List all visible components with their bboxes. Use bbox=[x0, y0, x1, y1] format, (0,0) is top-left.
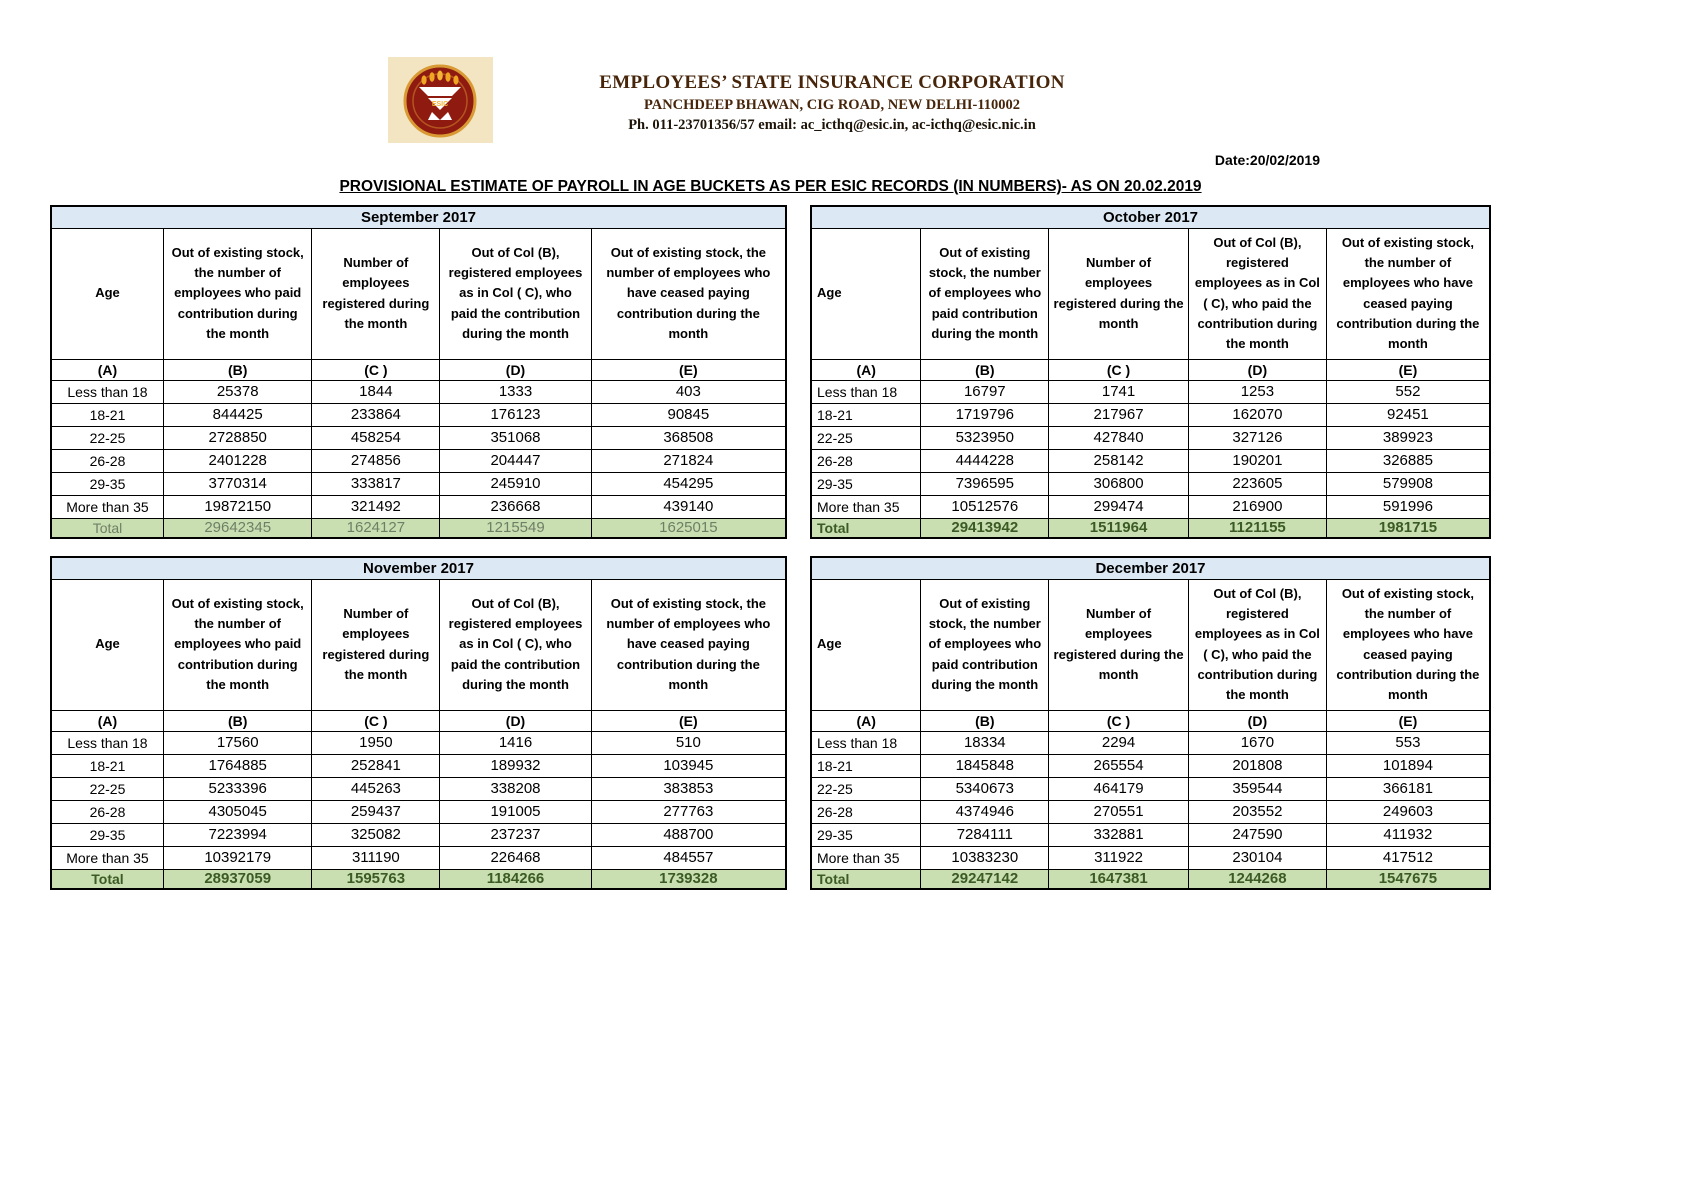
row-label: More than 35 bbox=[51, 846, 163, 869]
table-cell: 439140 bbox=[591, 495, 786, 518]
table-row bbox=[811, 731, 1490, 754]
table-row bbox=[51, 403, 786, 426]
table-cell: 271824 bbox=[591, 449, 786, 472]
table-cell: 411932 bbox=[1326, 823, 1490, 846]
table-cell: 5323950 bbox=[921, 426, 1049, 449]
table-november-2017 bbox=[50, 556, 787, 890]
column-letter-e: (E) bbox=[591, 710, 786, 731]
table-cell: 189932 bbox=[440, 754, 591, 777]
column-header-e: Out of existing stock, the number of employees who have ceased paying contribution during the month bbox=[1326, 228, 1490, 359]
table-cell: 5233396 bbox=[163, 777, 311, 800]
table-row bbox=[51, 731, 786, 754]
table-cell: 326885 bbox=[1326, 449, 1490, 472]
total-cell: 1624127 bbox=[312, 518, 440, 538]
table-cell: 270551 bbox=[1049, 800, 1189, 823]
table-cell: 321492 bbox=[312, 495, 440, 518]
column-letter-c: (C ) bbox=[312, 359, 440, 380]
table-cell: 311922 bbox=[1049, 846, 1189, 869]
table-cell: 454295 bbox=[591, 472, 786, 495]
table-row bbox=[811, 754, 1490, 777]
row-label: 18-21 bbox=[51, 403, 163, 426]
table-cell: 101894 bbox=[1326, 754, 1490, 777]
total-cell: 1121155 bbox=[1188, 518, 1326, 538]
table-cell: 389923 bbox=[1326, 426, 1490, 449]
column-header-age: Age bbox=[811, 579, 921, 710]
total-cell: 29642345 bbox=[163, 518, 311, 538]
table-cell: 4374946 bbox=[921, 800, 1049, 823]
column-header-e: Out of existing stock, the number of employees who have ceased paying contribution during the month bbox=[591, 579, 786, 710]
table-row bbox=[811, 472, 1490, 495]
column-letter-d: (D) bbox=[440, 359, 591, 380]
column-letter-b: (B) bbox=[163, 359, 311, 380]
table-cell: 203552 bbox=[1188, 800, 1326, 823]
table-cell: 383853 bbox=[591, 777, 786, 800]
table-row bbox=[811, 846, 1490, 869]
total-cell: 28937059 bbox=[163, 869, 311, 889]
table-cell: 3770314 bbox=[163, 472, 311, 495]
table-row bbox=[51, 777, 786, 800]
column-header-d: Out of Col (B), registered employees as in Col ( C), who paid the contribution during the month bbox=[1188, 579, 1326, 710]
table-cell: 16797 bbox=[921, 380, 1049, 403]
row-label: Less than 18 bbox=[51, 380, 163, 403]
table-cell: 553 bbox=[1326, 731, 1490, 754]
column-header-b: Out of existing stock, the number of employees who paid contribution during the month bbox=[921, 579, 1049, 710]
table-cell: 226468 bbox=[440, 846, 591, 869]
row-label: 22-25 bbox=[811, 777, 921, 800]
table-cell: 1333 bbox=[440, 380, 591, 403]
column-letter-b: (B) bbox=[163, 710, 311, 731]
total-cell: 1547675 bbox=[1326, 869, 1490, 889]
table-row bbox=[51, 495, 786, 518]
row-label: 29-35 bbox=[811, 472, 921, 495]
total-row bbox=[51, 518, 786, 538]
table-cell: 458254 bbox=[312, 426, 440, 449]
table-cell: 351068 bbox=[440, 426, 591, 449]
table-cell: 488700 bbox=[591, 823, 786, 846]
row-label: More than 35 bbox=[811, 495, 921, 518]
table-cell: 7396595 bbox=[921, 472, 1049, 495]
column-header-age: Age bbox=[51, 579, 163, 710]
table-row bbox=[51, 380, 786, 403]
table-row bbox=[811, 449, 1490, 472]
total-cell: 1215549 bbox=[440, 518, 591, 538]
table-cell: 366181 bbox=[1326, 777, 1490, 800]
row-label: 18-21 bbox=[51, 754, 163, 777]
table-row bbox=[51, 754, 786, 777]
row-label: Less than 18 bbox=[51, 731, 163, 754]
total-cell: 29247142 bbox=[921, 869, 1049, 889]
table-cell: 10383230 bbox=[921, 846, 1049, 869]
table-cell: 1416 bbox=[440, 731, 591, 754]
table-cell: 217967 bbox=[1049, 403, 1189, 426]
column-letter-e: (E) bbox=[1326, 359, 1490, 380]
table-cell: 844425 bbox=[163, 403, 311, 426]
row-label: 29-35 bbox=[51, 823, 163, 846]
table-row bbox=[51, 800, 786, 823]
column-header-c: Number of employees registered during the month bbox=[1049, 579, 1189, 710]
org-contact: Ph. 011-23701356/57 email: ac_icthq@esic.in, ac-icthq@esic.nic.in bbox=[628, 117, 1036, 133]
table-cell: 274856 bbox=[312, 449, 440, 472]
table-row bbox=[51, 426, 786, 449]
total-label: Total bbox=[51, 518, 163, 538]
table-cell: 427840 bbox=[1049, 426, 1189, 449]
table-row bbox=[811, 495, 1490, 518]
table-cell: 230104 bbox=[1188, 846, 1326, 869]
column-letter-d: (D) bbox=[1188, 710, 1326, 731]
column-header-age: Age bbox=[51, 228, 163, 359]
total-cell: 1625015 bbox=[591, 518, 786, 538]
table-cell: 7284111 bbox=[921, 823, 1049, 846]
month-title: November 2017 bbox=[51, 557, 786, 579]
table-cell: 552 bbox=[1326, 380, 1490, 403]
table-row bbox=[51, 846, 786, 869]
table-cell: 216900 bbox=[1188, 495, 1326, 518]
column-letter-d: (D) bbox=[440, 710, 591, 731]
table-cell: 247590 bbox=[1188, 823, 1326, 846]
row-label: 26-28 bbox=[811, 449, 921, 472]
table-cell: 5340673 bbox=[921, 777, 1049, 800]
table-cell: 258142 bbox=[1049, 449, 1189, 472]
table-cell: 252841 bbox=[312, 754, 440, 777]
table-row bbox=[51, 449, 786, 472]
row-label: 29-35 bbox=[51, 472, 163, 495]
total-cell: 1184266 bbox=[440, 869, 591, 889]
table-cell: 4305045 bbox=[163, 800, 311, 823]
table-cell: 2728850 bbox=[163, 426, 311, 449]
table-cell: 333817 bbox=[312, 472, 440, 495]
table-cell: 19872150 bbox=[163, 495, 311, 518]
table-cell: 403 bbox=[591, 380, 786, 403]
total-cell: 1647381 bbox=[1049, 869, 1189, 889]
month-title: October 2017 bbox=[811, 206, 1490, 228]
table-cell: 236668 bbox=[440, 495, 591, 518]
table-cell: 10392179 bbox=[163, 846, 311, 869]
row-label: 26-28 bbox=[51, 449, 163, 472]
row-label: 18-21 bbox=[811, 403, 921, 426]
column-header-c: Number of employees registered during the month bbox=[312, 579, 440, 710]
table-cell: 464179 bbox=[1049, 777, 1189, 800]
table-row bbox=[811, 426, 1490, 449]
table-cell: 368508 bbox=[591, 426, 786, 449]
org-name: EMPLOYEES’ STATE INSURANCE CORPORATION bbox=[599, 72, 1065, 93]
row-label: 22-25 bbox=[51, 426, 163, 449]
table-row bbox=[811, 823, 1490, 846]
table-september-2017 bbox=[50, 205, 787, 539]
column-letter-a: (A) bbox=[811, 710, 921, 731]
table-cell: 510 bbox=[591, 731, 786, 754]
table-cell: 4444228 bbox=[921, 449, 1049, 472]
total-cell: 1511964 bbox=[1049, 518, 1189, 538]
row-label: Less than 18 bbox=[811, 380, 921, 403]
table-cell: 445263 bbox=[312, 777, 440, 800]
column-letter-b: (B) bbox=[921, 710, 1049, 731]
table-cell: 237237 bbox=[440, 823, 591, 846]
column-letter-e: (E) bbox=[1326, 710, 1490, 731]
table-cell: 190201 bbox=[1188, 449, 1326, 472]
column-header-b: Out of existing stock, the number of employees who paid contribution during the month bbox=[921, 228, 1049, 359]
table-cell: 2401228 bbox=[163, 449, 311, 472]
table-row bbox=[811, 403, 1490, 426]
table-october-2017 bbox=[810, 205, 1491, 539]
month-title: September 2017 bbox=[51, 206, 786, 228]
column-letter-c: (C ) bbox=[312, 710, 440, 731]
table-cell: 103945 bbox=[591, 754, 786, 777]
table-row bbox=[811, 380, 1490, 403]
total-cell: 29413942 bbox=[921, 518, 1049, 538]
table-cell: 332881 bbox=[1049, 823, 1189, 846]
table-cell: 204447 bbox=[440, 449, 591, 472]
column-header-c: Number of employees registered during the month bbox=[312, 228, 440, 359]
table-cell: 162070 bbox=[1188, 403, 1326, 426]
column-header-e: Out of existing stock, the number of employees who have ceased paying contribution during the month bbox=[591, 228, 786, 359]
table-cell: 1764885 bbox=[163, 754, 311, 777]
table-cell: 10512576 bbox=[921, 495, 1049, 518]
table-cell: 25378 bbox=[163, 380, 311, 403]
org-address: PANCHDEEP BHAWAN, CIG ROAD, NEW DELHI-110002 bbox=[643, 97, 1021, 113]
column-header-d: Out of Col (B), registered employees as in Col ( C), who paid the contribution during the month bbox=[440, 579, 591, 710]
document-date: Date:20/02/2019 bbox=[1214, 152, 1320, 168]
table-cell: 1741 bbox=[1049, 380, 1189, 403]
letterhead bbox=[450, 72, 1214, 134]
table-cell: 233864 bbox=[312, 403, 440, 426]
month-title: December 2017 bbox=[811, 557, 1490, 579]
table-cell: 18334 bbox=[921, 731, 1049, 754]
table-cell: 1950 bbox=[312, 731, 440, 754]
column-letter-a: (A) bbox=[811, 359, 921, 380]
column-letter-c: (C ) bbox=[1049, 710, 1189, 731]
column-letter-d: (D) bbox=[1188, 359, 1326, 380]
logo-text: ESIC bbox=[431, 101, 449, 108]
table-cell: 1719796 bbox=[921, 403, 1049, 426]
row-label: More than 35 bbox=[811, 846, 921, 869]
table-row bbox=[51, 472, 786, 495]
column-header-c: Number of employees registered during the month bbox=[1049, 228, 1189, 359]
table-cell: 325082 bbox=[312, 823, 440, 846]
table-cell: 591996 bbox=[1326, 495, 1490, 518]
table-cell: 484557 bbox=[591, 846, 786, 869]
table-cell: 90845 bbox=[591, 403, 786, 426]
table-cell: 299474 bbox=[1049, 495, 1189, 518]
column-header-e: Out of existing stock, the number of employees who have ceased paying contribution during the month bbox=[1326, 579, 1490, 710]
column-letter-a: (A) bbox=[51, 710, 163, 731]
table-cell: 265554 bbox=[1049, 754, 1189, 777]
column-letter-e: (E) bbox=[591, 359, 786, 380]
column-letter-c: (C ) bbox=[1049, 359, 1189, 380]
total-row bbox=[811, 518, 1490, 538]
table-cell: 201808 bbox=[1188, 754, 1326, 777]
table-cell: 2294 bbox=[1049, 731, 1189, 754]
table-cell: 191005 bbox=[440, 800, 591, 823]
row-label: 29-35 bbox=[811, 823, 921, 846]
total-label: Total bbox=[811, 518, 921, 538]
table-cell: 249603 bbox=[1326, 800, 1490, 823]
table-cell: 1670 bbox=[1188, 731, 1326, 754]
row-label: 22-25 bbox=[51, 777, 163, 800]
column-header-d: Out of Col (B), registered employees as in Col ( C), who paid the contribution during the month bbox=[1188, 228, 1326, 359]
row-label: 26-28 bbox=[811, 800, 921, 823]
table-cell: 338208 bbox=[440, 777, 591, 800]
tables-grid bbox=[50, 205, 1491, 890]
table-cell: 1844 bbox=[312, 380, 440, 403]
table-cell: 359544 bbox=[1188, 777, 1326, 800]
document-title: PROVISIONAL ESTIMATE OF PAYROLL IN AGE BUCKETS AS PER ESIC RECORDS (IN NUMBERS)- AS ON 20.02.2019 bbox=[339, 178, 1202, 195]
row-label: More than 35 bbox=[51, 495, 163, 518]
table-cell: 1253 bbox=[1188, 380, 1326, 403]
row-label: 26-28 bbox=[51, 800, 163, 823]
total-cell: 1595763 bbox=[312, 869, 440, 889]
column-header-d: Out of Col (B), registered employees as in Col ( C), who paid the contribution during the month bbox=[440, 228, 591, 359]
row-label: 18-21 bbox=[811, 754, 921, 777]
table-row bbox=[811, 800, 1490, 823]
table-cell: 92451 bbox=[1326, 403, 1490, 426]
table-cell: 327126 bbox=[1188, 426, 1326, 449]
total-label: Total bbox=[811, 869, 921, 889]
table-cell: 259437 bbox=[312, 800, 440, 823]
column-header-b: Out of existing stock, the number of employees who paid contribution during the month bbox=[163, 228, 311, 359]
column-letter-b: (B) bbox=[921, 359, 1049, 380]
total-row bbox=[51, 869, 786, 889]
column-letter-a: (A) bbox=[51, 359, 163, 380]
total-row bbox=[811, 869, 1490, 889]
table-cell: 223605 bbox=[1188, 472, 1326, 495]
table-row bbox=[811, 777, 1490, 800]
table-cell: 245910 bbox=[440, 472, 591, 495]
table-december-2017 bbox=[810, 556, 1491, 890]
row-label: 22-25 bbox=[811, 426, 921, 449]
total-label: Total bbox=[51, 869, 163, 889]
table-cell: 7223994 bbox=[163, 823, 311, 846]
column-header-b: Out of existing stock, the number of employees who paid contribution during the month bbox=[163, 579, 311, 710]
table-cell: 417512 bbox=[1326, 846, 1490, 869]
total-cell: 1981715 bbox=[1326, 518, 1490, 538]
table-cell: 277763 bbox=[591, 800, 786, 823]
table-cell: 17560 bbox=[163, 731, 311, 754]
table-cell: 176123 bbox=[440, 403, 591, 426]
table-cell: 579908 bbox=[1326, 472, 1490, 495]
total-cell: 1739328 bbox=[591, 869, 786, 889]
table-row bbox=[51, 823, 786, 846]
row-label: Less than 18 bbox=[811, 731, 921, 754]
column-header-age: Age bbox=[811, 228, 921, 359]
table-cell: 306800 bbox=[1049, 472, 1189, 495]
table-cell: 1845848 bbox=[921, 754, 1049, 777]
table-cell: 311190 bbox=[312, 846, 440, 869]
total-cell: 1244268 bbox=[1188, 869, 1326, 889]
